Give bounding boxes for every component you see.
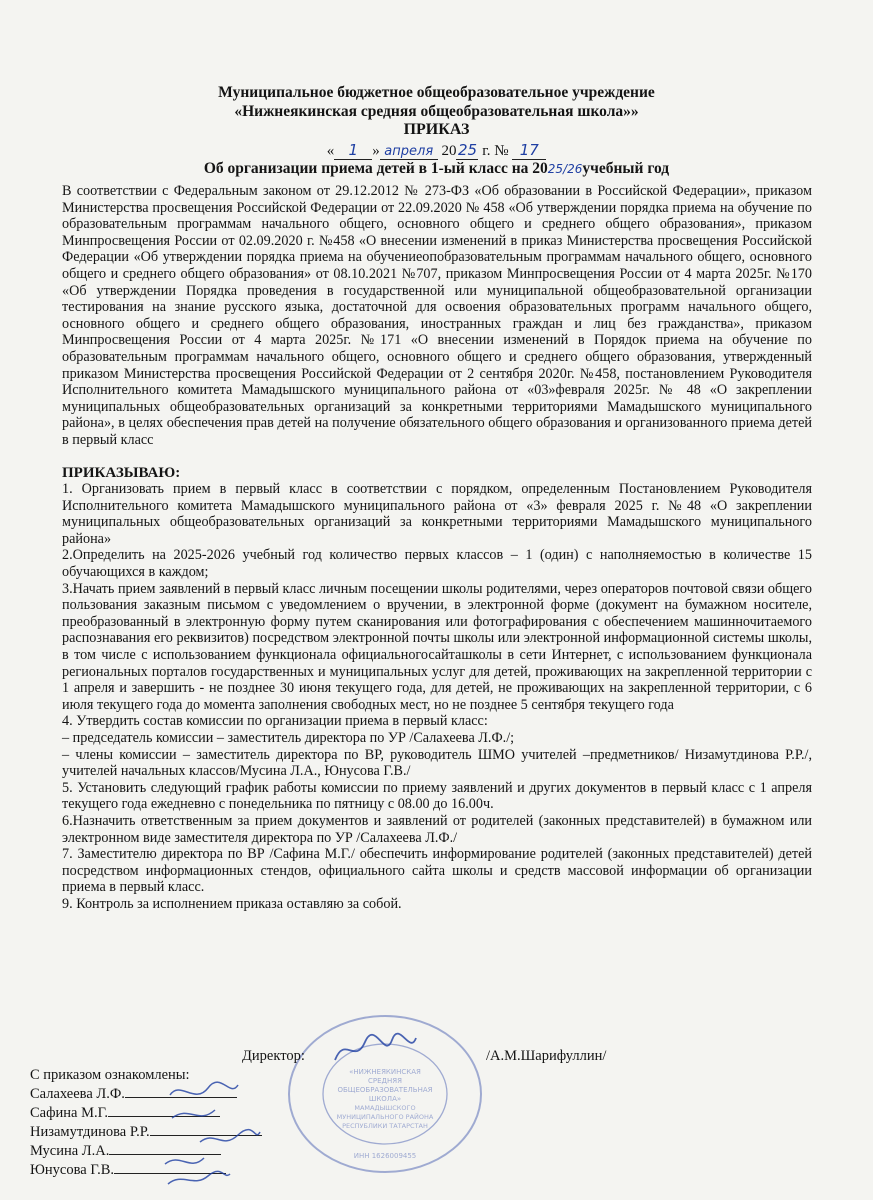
ack-person: Низамутдинова Р.Р. [30, 1124, 150, 1140]
order-item: 1. Организовать прием в первый класс в соответствии с порядком, определенным Постановлением Руководителя Исполнительного комитета Мамадышского муниципального района от «3» февраля 2025 г. №48 «О закреплении муниципальных общеобразовательных организаций за конкретными территориями Мамадышского муниципального района» [62, 481, 812, 547]
order-item: 2.Определить на 2025-2026 учебный год количество первых классов – 1 (один) с наполняемостью в количестве 15 обучающихся в каждом; [62, 547, 812, 581]
date-close-quote: » [372, 143, 380, 159]
svg-text:МУНИЦИПАЛЬНОГО РАЙОНА: МУНИЦИПАЛЬНОГО РАЙОНА [336, 1113, 434, 1121]
acknowledgement-heading: С приказом ознакомлены: [30, 1067, 190, 1083]
date-year: 25 [457, 141, 478, 159]
director-signature [330, 1030, 420, 1070]
director-label: Директор: [242, 1048, 305, 1064]
svg-text:МАМАДЫШСКОГО: МАМАДЫШСКОГО [354, 1104, 416, 1112]
svg-text:ШКОЛА»: ШКОЛА» [368, 1095, 402, 1103]
subject-text: Об организации приема детей в 1-ый класс на 20 [203, 160, 548, 177]
date-open-quote: « [326, 143, 335, 159]
svg-text:СРЕДНЯЯ: СРЕДНЯЯ [368, 1077, 402, 1085]
order-item: – председатель комиссии – заместитель директора по УР /Салахеева Л.Ф./; [62, 730, 515, 746]
order-heading: ПРИКАЗЫВАЮ: [62, 464, 181, 481]
svg-text:ИНН 1626009455: ИНН 1626009455 [353, 1152, 417, 1160]
svg-text:ОБЩЕОБРАЗОВАТЕЛЬНАЯ: ОБЩЕОБРАЗОВАТЕЛЬНАЯ [337, 1086, 433, 1094]
order-date-line [0, 141, 873, 160]
ack-person: Сафина М.Г. [30, 1105, 108, 1121]
order-item: 3.Начать прием заявлений в первый класс личным посещении школы родителями, через операторов почтовой связи общего пользования заказным письмом с уведомлением о вручении, в электронной форме (документ на бумажном носителе, преобразованный в электронную форму путем сканирования или фотографирования с обеспечением машинночитаемого распознавания его реквизитов) посредством электронной почты школы или электронной информационной системы школы, в том числе с использованием функционала официальногосайташколы в сети Интернет, с использованием функционала региональных порталов государственных и муниципальных услуг для детей, проживающих на закрепленной территории с 1 апреля и завершить - не позднее 30 июня текущего года, для детей, не проживающих на закрепленной территории, с 6 июля текущего года до момента заполнения свободных мест, но не позднее 5 сентября текущего года [62, 580, 812, 713]
svg-text:«НИЖНЕЯКИНСКАЯ: «НИЖНЕЯКИНСКАЯ [349, 1068, 421, 1076]
order-body [62, 183, 812, 913]
date-year-prefix: 20 [441, 143, 457, 159]
director-name: /А.М.Шарифуллин/ [486, 1048, 607, 1064]
date-month: апреля [380, 144, 438, 160]
order-item: 4. Утвердить состав комиссии по организации приема в первый класс: [62, 713, 488, 730]
order-item: 7. Заместителю директора по ВР /Сафина М.Г./ обеспечить информирование родителей (законных представителей) детей посредством информационных стендов, официального сайта школы и средств массовой информации об организации приема в первый класс. [62, 846, 812, 896]
subject-suffix: учебный год [582, 160, 670, 177]
staff-signatures [160, 1080, 280, 1190]
date-day: 1 [334, 141, 372, 160]
order-item: 6.Назначить ответственным за прием документов и заявлений от родителей (законных представителей) в бумажном или электронном виде заместителя директора по УР /Салахеева Л.Ф./ [62, 812, 812, 846]
date-number-label: г. № [478, 143, 509, 159]
order-item: 5. Установить следующий график работы комиссии по приему заявлений и других документов в первый класс с 1 апреля текущего года ежедневно с понедельника по пятницу с 08.00 до 16.00ч. [62, 779, 812, 813]
org-name-line1: Муниципальное бюджетное общеобразовательное учреждение [218, 84, 655, 101]
org-name-line2: «Нижнеякинская средняя общеобразовательная школа»» [234, 103, 639, 120]
preamble-paragraph: В соответствии с Федеральным законом от 29.12.2012 № 273-ФЗ «Об образовании в Российской Федерации», приказом Министерства просвещения Российской Федерации от 22.09.2020 № 458 «Об утверждении порядка приема на обучение по образовательным программам начального общего, основного общего и среднего общего образования», приказом Минпросвещения России от 02.09.2020 г. №458 «О внесении изменений в приказ Министерства просвещения Российской Федерации «Об утверждении порядка приема на обучениеопобразовательным программам начального общего, основного общего и среднего общего образования» от 08.10.2021 №707, приказом Минпросвещения России от 4 марта 2025г. №170 «Об утверждении Порядка проведения в государственной или муниципальной общеобразовательной организации тестирования на знание русского языка, достаточной для освоения образовательных программ начального общего, основного общего и среднего общего образования, иностранных граждан и лиц без гражданства», приказом Минпросвещения России от 4 марта 2025г. №171 «О внесении изменений в Порядок приема на обучение по образовательным программам начального общего, основного общего и среднего общего образования, утвержденный приказом Министерства просвещения Российской Федерации от 2 сентября 2020г. №458, постановлением Руководителя Исполнительного комитета Мамадышского муниципального района от «03»февраля 2025г. № 48 «О закреплении муниципальных общеобразовательных организаций за конкретными территориями Мамадышского муниципального района», в целях обеспечения прав детей на получение обязательного общего образования и организованного приема детей в первый класс [62, 183, 812, 448]
order-item: 9. Контроль за исполнением приказа оставляю за собой. [62, 895, 402, 912]
order-item: – члены комиссии – заместитель директора по ВР, руководитель ШМО учителей –предметников/ Низамутдинова Р.Р./, учителей начальных классов/Мусина Л.А., Юнусова Г.В./ [62, 746, 812, 780]
ack-person: Салахеева Л.Ф. [30, 1086, 125, 1102]
ack-person: Мусина Л.А. [30, 1143, 110, 1159]
ack-person: Юнусова Г.В. [30, 1162, 114, 1178]
document-title: ПРИКАЗ [403, 121, 470, 138]
order-subject [0, 160, 873, 178]
svg-text:РЕСПУБЛИКИ ТАТАРСТАН: РЕСПУБЛИКИ ТАТАРСТАН [342, 1122, 428, 1130]
order-number: 17 [512, 141, 546, 160]
subject-year: 25/26 [547, 162, 583, 176]
